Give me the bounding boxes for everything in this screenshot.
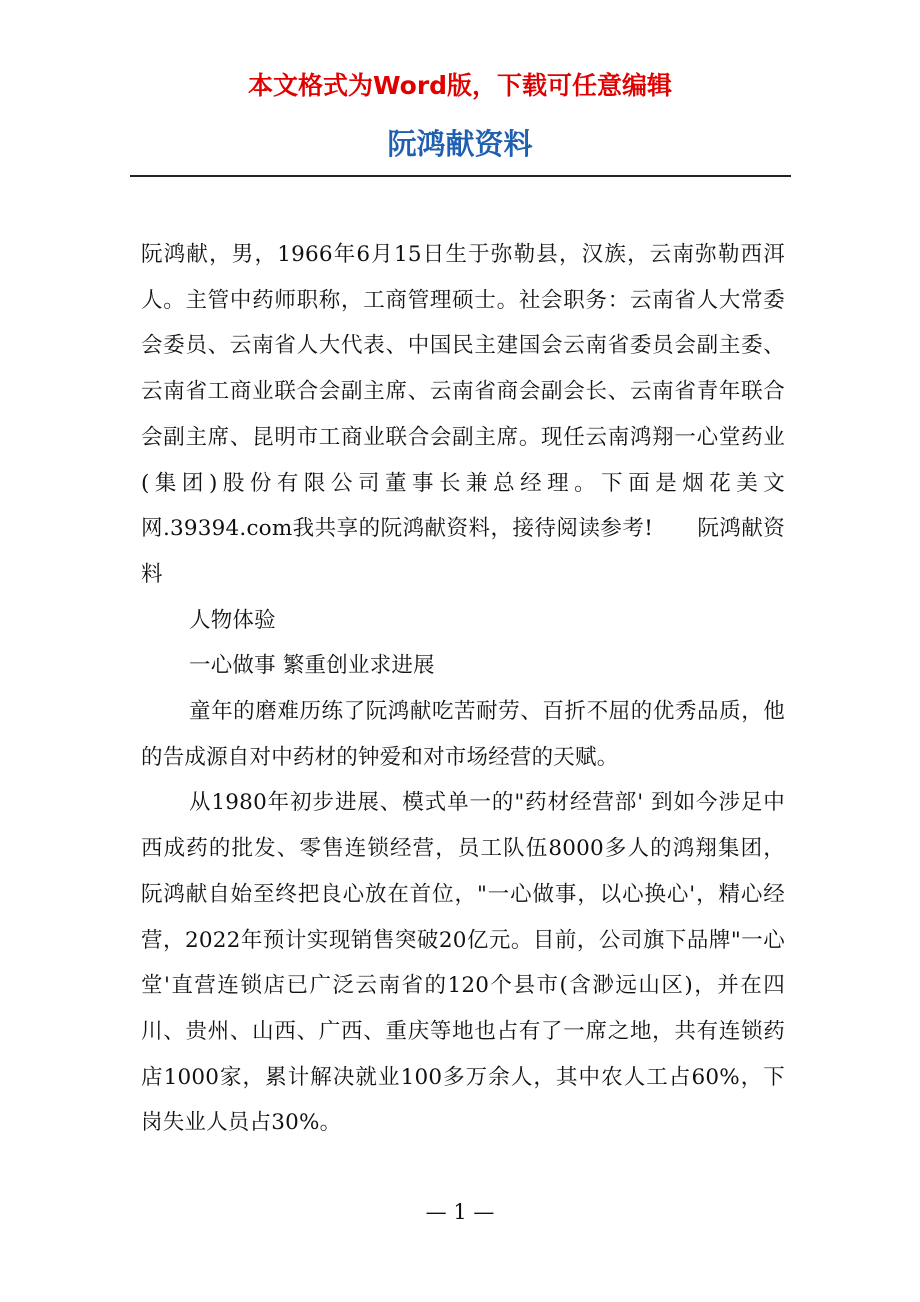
- intro-paragraph: 阮鸿献，男，1966年6月15日生于弥勒县，汉族，云南弥勒西洱人。主管中药师职称，工商管理硕士。社会职务：云南省人大常委会委员、云南省人大代表、中国民主建国会云南省委员会副主委、云南省工商业联合会副主席、云南省商会副会长、云南省青年联合会副主席、昆明市工商业联合会副主席。现任云南鸿翔一心堂药业(集团)股份有限公司董事长兼总经理。下面是烟花美文网.39394.com我共享的阮鸿献资料，接待阅读参考! 阮鸿献资料: [141, 242, 785, 587]
- document-body: [141, 232, 785, 1146]
- body-paragraph: 童年的磨难历练了阮鸿献吃苦耐劳、百折不屈的优秀品质，他的告成源自对中药材的钟爱和对市场经营的天赋。: [141, 699, 785, 770]
- title-divider: [130, 175, 791, 177]
- section-heading: 人物体验: [189, 607, 276, 633]
- subsection-heading: 一心做事 繁重创业求进展: [189, 653, 435, 679]
- body-paragraph: 从1980年初步进展、模式单一的"药材经营部' 到如今涉足中西成药的批发、零售连锁经营，员工队伍8000多人的鸿翔集团， 阮鸿献自始至终把良心放在首位，"一心做事，以心换心'，精心经营，2022年预计实现销售突破20亿元。目前，公司旗下品牌"一心堂'直营连锁店已广泛云南省的120个县市(含渺远山区)，并在四川、贵州、山西、广西、重庆等地也占有了一席之地，共有连锁药店1000家，累计解决就业100多万余人，其中农人工占60%，下岗失业人员占30%。: [141, 790, 785, 1136]
- page-title: 阮鸿献资料: [387, 127, 533, 161]
- page-number: — 1 —: [425, 1200, 495, 1224]
- format-notice-banner: 本文格式为Word版，下载可任意编辑: [247, 71, 673, 100]
